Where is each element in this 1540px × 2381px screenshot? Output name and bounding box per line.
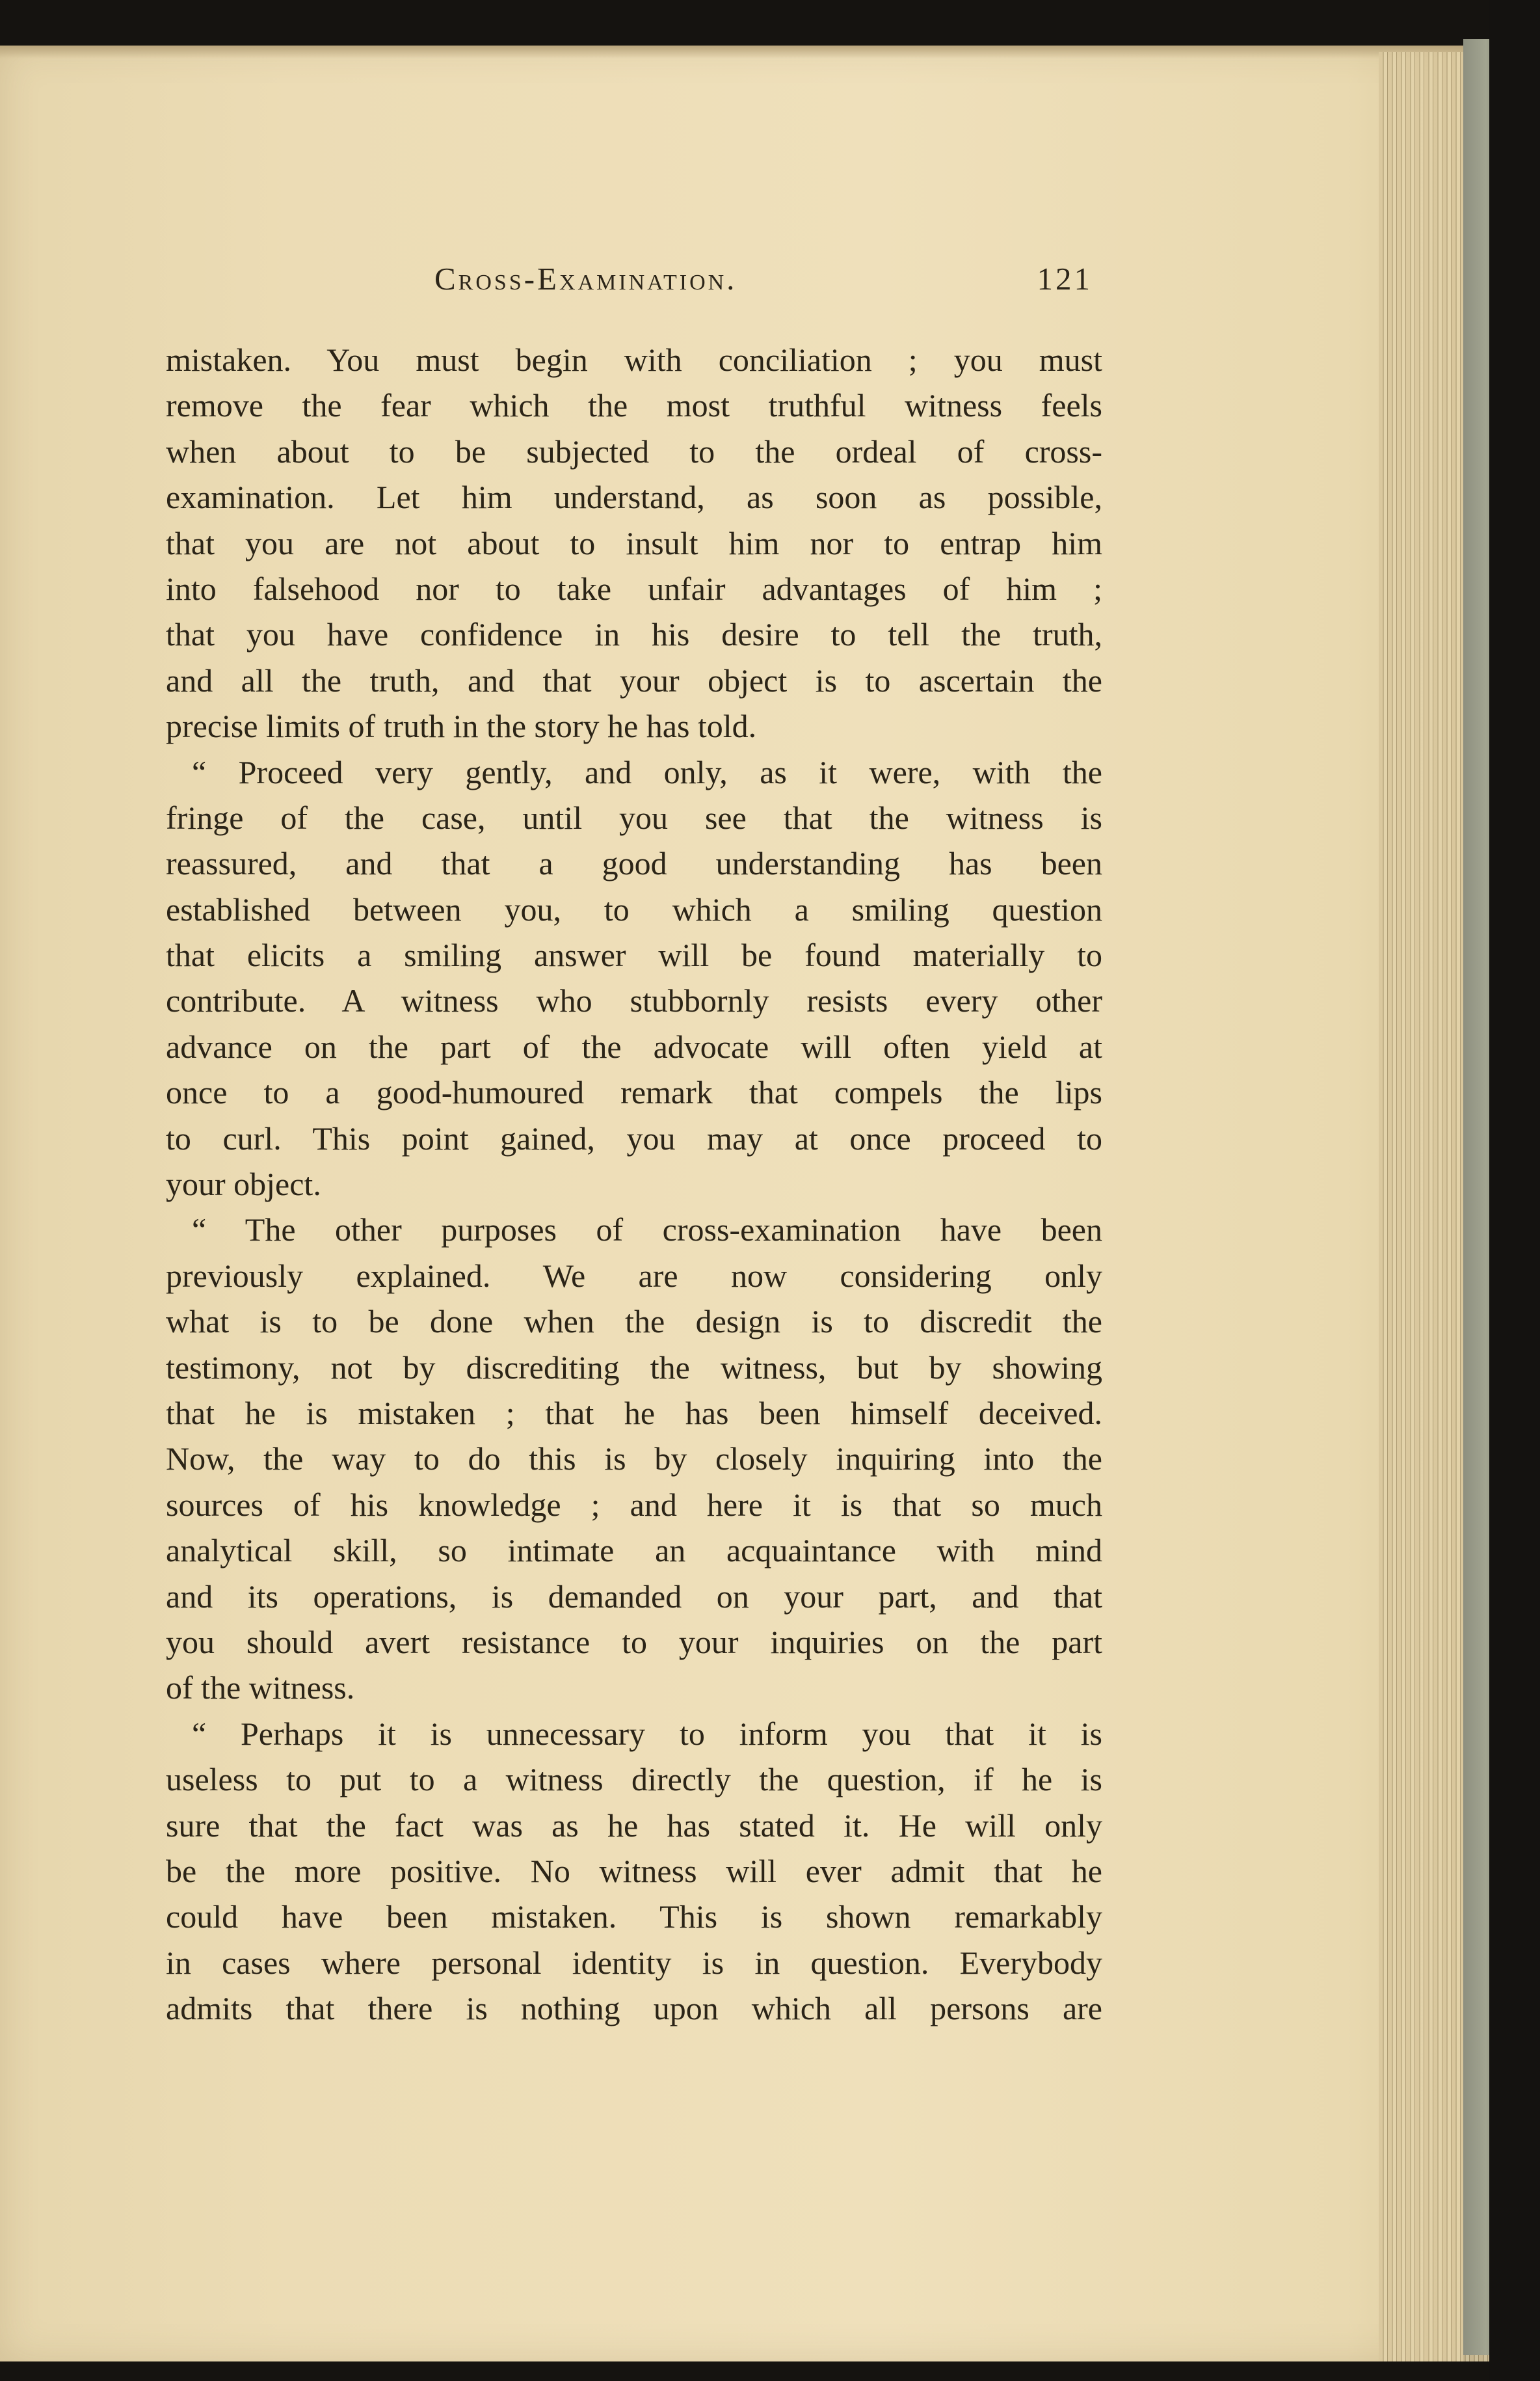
text-line: when about to be subjected to the ordeal of cross- (166, 433, 1102, 470)
page-number: 121 (1037, 261, 1093, 297)
background-dark-strip (1489, 0, 1540, 2381)
body-text (166, 337, 1102, 2031)
text-line: in cases where personal identity is in question. Everybody (166, 1944, 1102, 1981)
running-head-title: Cross-Examination. (434, 261, 737, 297)
text-line: “ The other purposes of cross-examination have been (192, 1211, 1102, 1248)
text-line: mistaken. You must begin with conciliation ; you must (166, 342, 1102, 378)
text-line: established between you, to which a smiling question (166, 891, 1102, 928)
text-line: and its operations, is demanded on your part, and that (166, 1578, 1102, 1615)
text-line: of the witness. (166, 1669, 355, 1706)
text-line: that you are not about to insult him nor to entrap him (166, 524, 1102, 561)
running-head (169, 260, 1106, 306)
text-line: examination. Let him understand, as soon as possible, (166, 479, 1102, 516)
text-line: “ Perhaps it is unnecessary to inform you that it is (192, 1715, 1102, 1752)
page-top-edge (0, 46, 1463, 59)
text-line: could have been mistaken. This is shown remarkably (166, 1898, 1102, 1935)
text-line: be the more positive. No witness will ever admit that he (166, 1852, 1102, 1889)
text-line: into falsehood nor to take unfair advantages of him ; (166, 570, 1102, 607)
text-line: sources of his knowledge ; and here it is that so much (166, 1486, 1102, 1523)
text-line: “ Proceed very gently, and only, as it were, with the (192, 753, 1102, 790)
text-line: and all the truth, and that your object is to ascertain the (166, 662, 1102, 699)
text-line: to curl. This point gained, you may at once proceed to (166, 1120, 1102, 1157)
text-line: that you have confidence in his desire to tell the truth, (166, 616, 1102, 653)
text-line: Now, the way to do this is by closely inquiring into the (166, 1440, 1102, 1477)
text-line: analytical skill, so intimate an acquaintance with mind (166, 1532, 1102, 1569)
text-line: testimony, not by discrediting the witness, but by showing (166, 1349, 1102, 1386)
text-line: you should avert resistance to your inquiries on the part (166, 1623, 1102, 1660)
text-line: remove the fear which the most truthful witness feels (166, 387, 1102, 424)
text-line: what is to be done when the design is to discredit the (166, 1303, 1102, 1340)
text-line: your object. (166, 1166, 321, 1203)
text-line: reassured, and that a good understanding has been (166, 845, 1102, 882)
text-line: that elicits a smiling answer will be found materially to (166, 937, 1102, 974)
text-line: fringe of the case, until you see that the witness is (166, 799, 1102, 836)
text-line: sure that the fact was as he has stated it. He will only (166, 1807, 1102, 1844)
text-line: that he is mistaken ; that he has been himself deceived. (166, 1394, 1102, 1431)
text-line: precise limits of truth in the story he has told. (166, 708, 757, 745)
text-line: once to a good-humoured remark that compels the lips (166, 1074, 1102, 1111)
text-line: advance on the part of the advocate will often yield at (166, 1028, 1102, 1065)
text-line: admits that there is nothing upon which all persons are (166, 1990, 1102, 2027)
text-line: useless to put to a witness directly the question, if he is (166, 1761, 1102, 1798)
text-line: contribute. A witness who stubbornly resists every other (166, 982, 1102, 1019)
text-line: previously explained. We are now considering only (166, 1257, 1102, 1294)
